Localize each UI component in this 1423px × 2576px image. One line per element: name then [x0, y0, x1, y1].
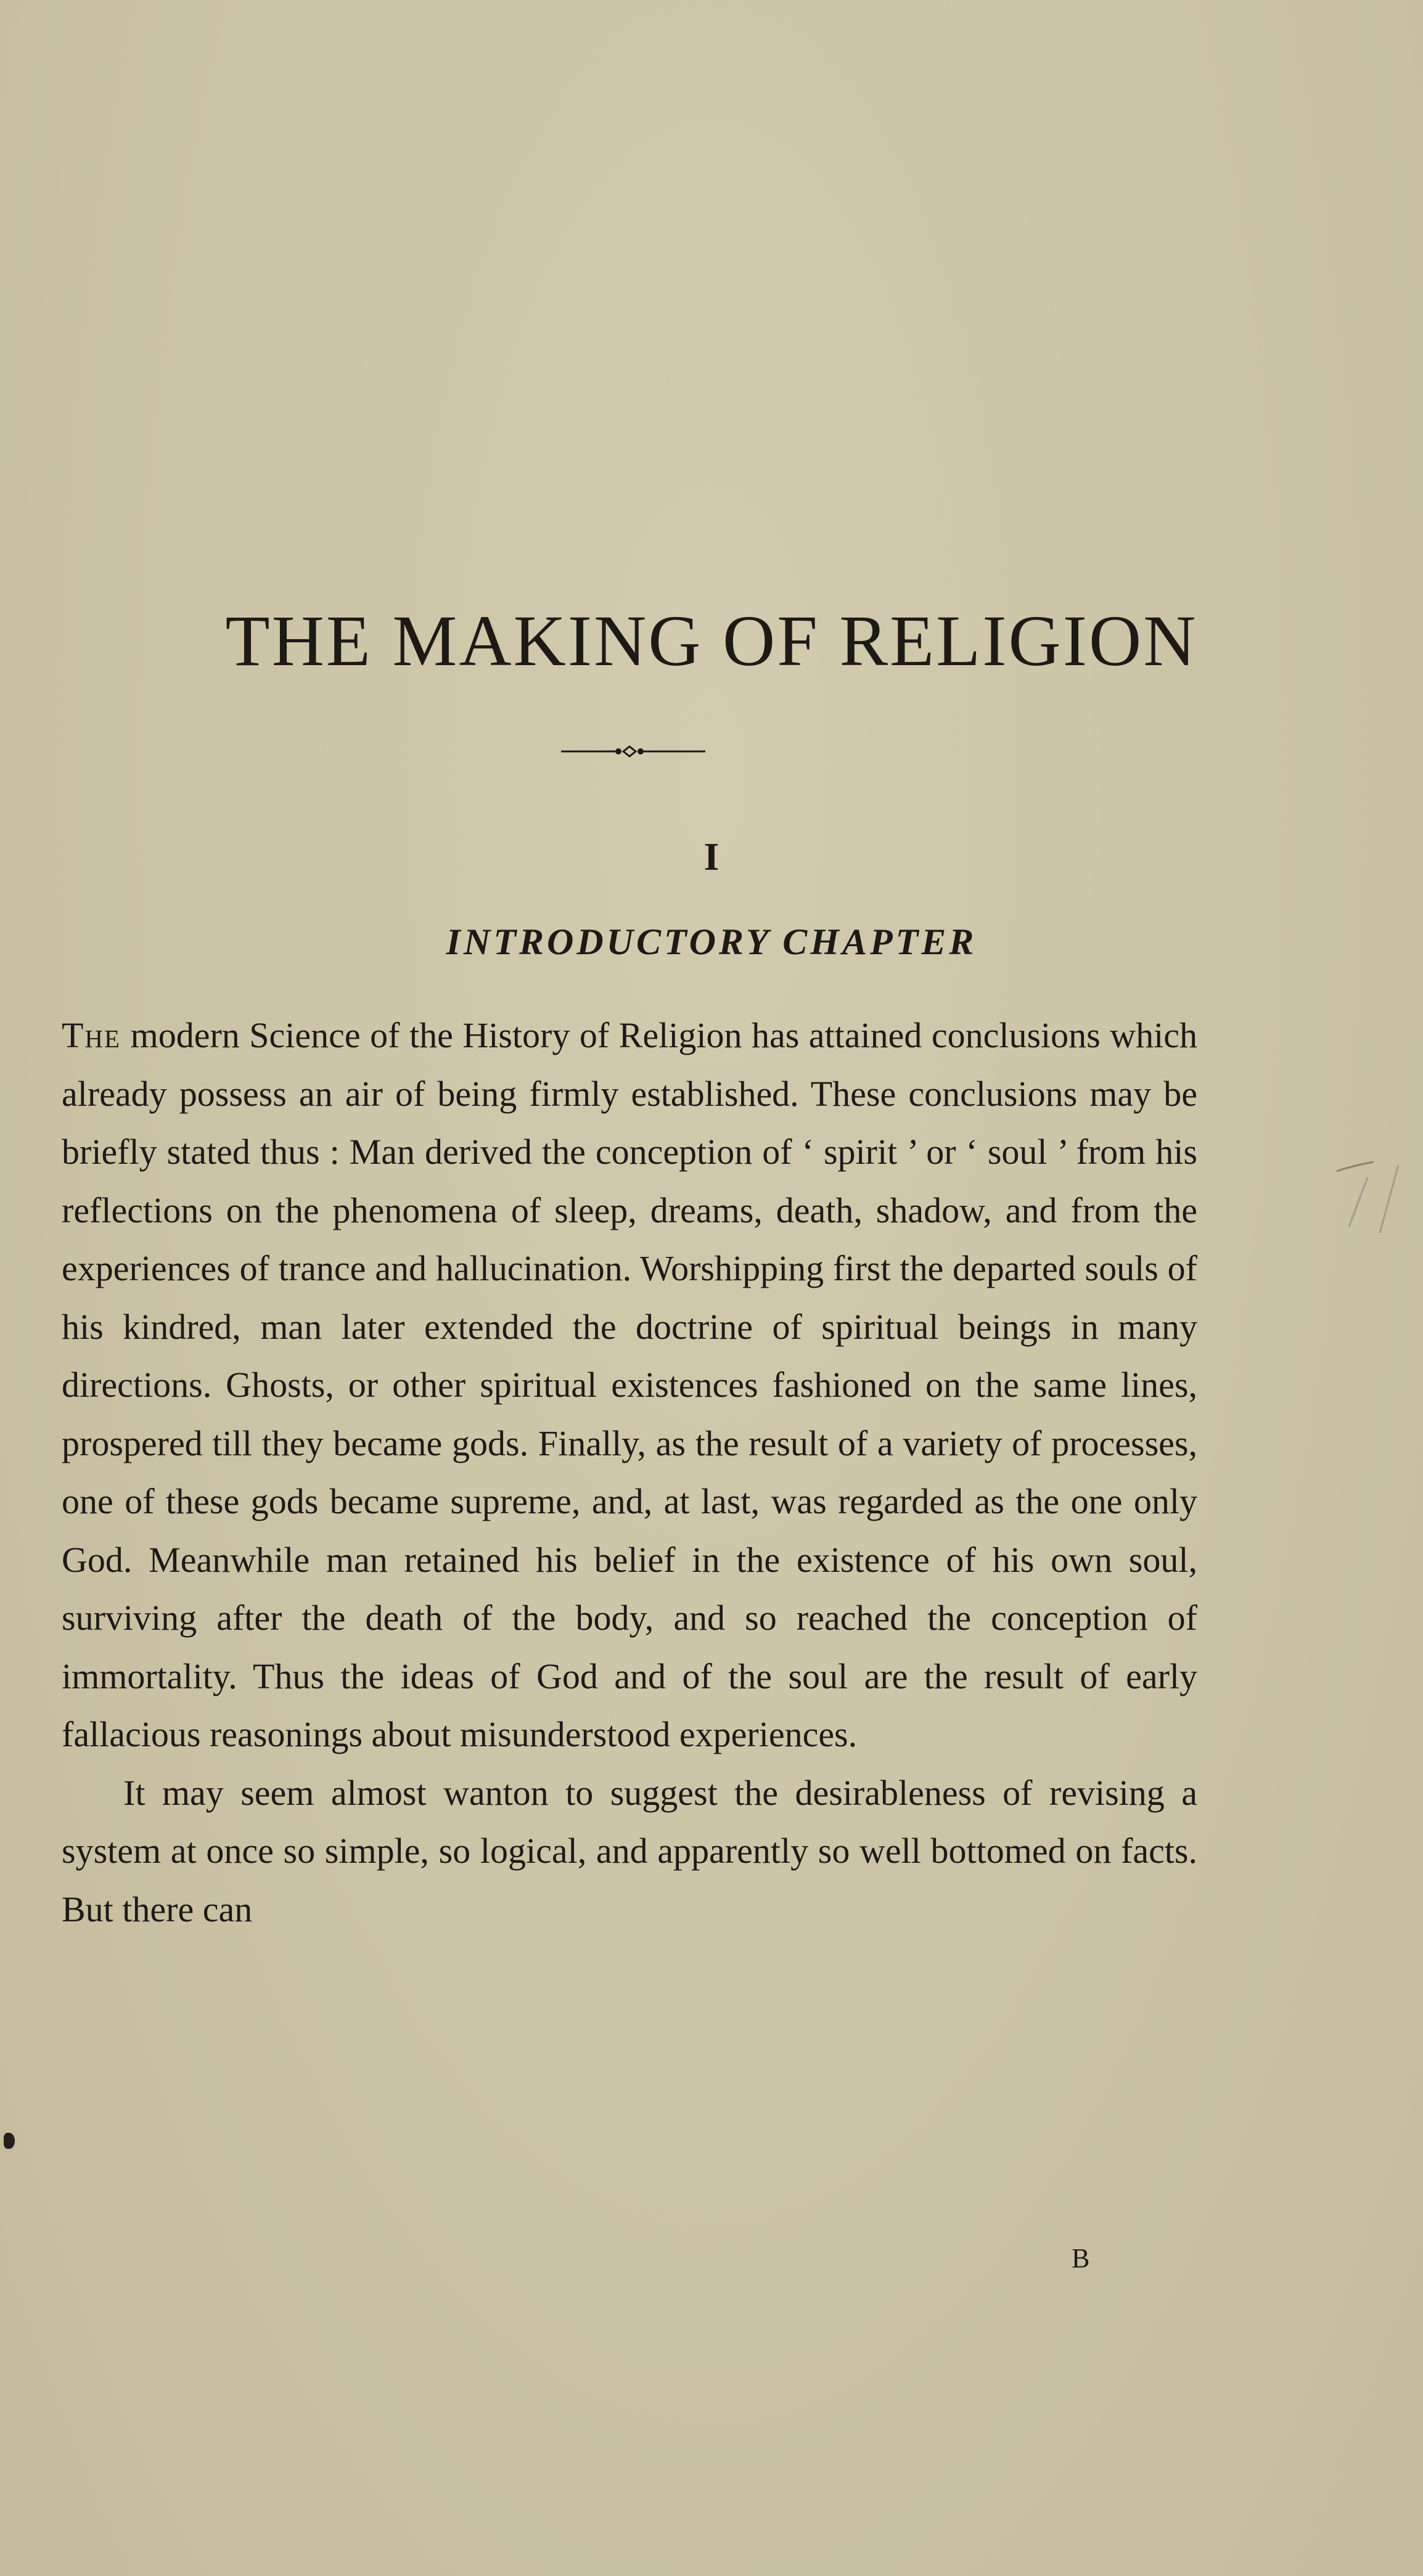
paragraph-1	[62, 1007, 1197, 1764]
title-ornament-icon	[561, 742, 705, 761]
margin-pencil-mark-icon	[1331, 1159, 1405, 1245]
signature-mark: B	[1072, 2243, 1090, 2273]
book-title: THE MAKING OF RELIGION	[225, 600, 1198, 681]
chapter-number: I	[703, 835, 720, 878]
chapter-body	[62, 1007, 1197, 1939]
paragraph-1-text: modern Science of the History of Religion has attained conclusions which already possess an air of being firmly established. These conclusions may be briefly stated thus : Man derived the conception of ‘ spirit ’ or ‘ soul ’ from his reflections on the phenomena of sleep, dreams, death, shadow, and from the experiences of trance and hallucination. Worshipping first the departed souls of his kindred, man later extended the doctrine of spiritual beings in many directions. Ghosts, or other spiritual existences fashioned on the same lines, prospered till they became gods. Finally, as the result of a variety of processes, one of these gods became supreme, and, at last, was regarded as the one only God. Meanwhile man retained his belief in the existence of his own soul, surviving after the death of the body, and so reached the conception of immortality. Thus the ideas of God and of the soul are the result of early fallacious reasonings about misunderstood experiences.	[62, 1015, 1197, 1754]
chapter-title: INTRODUCTORY CHAPTER	[446, 922, 977, 962]
paragraph-2: It may seem almost wanton to suggest the desirableness of revising a system at once so simple, so logical, and apparently so well bottomed on facts. But there can	[62, 1772, 1197, 1929]
margin-ink-mark-icon	[4, 2133, 15, 2149]
paragraph-lead-word: The	[62, 1015, 121, 1055]
